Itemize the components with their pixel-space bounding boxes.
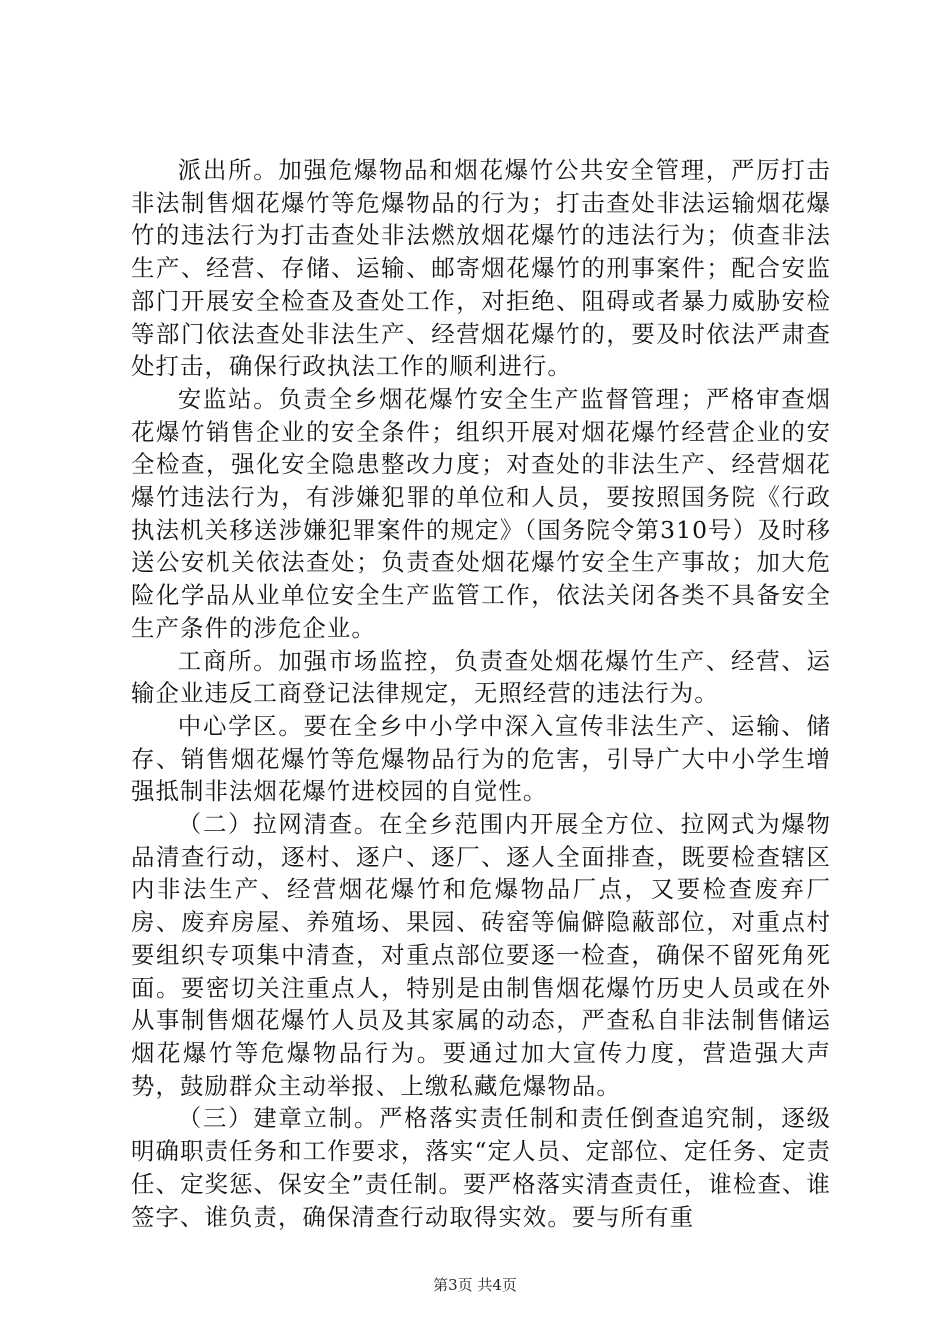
document-body (131, 154, 831, 1233)
paragraph-central-school-district: 中心学区。要在全乡中小学中深入宣传非法生产、运输、储存、销售烟花爆竹等危爆物品行为的危害，引导广大中小学生增强抵制非法烟花爆竹进校园的自觉性。 (131, 711, 831, 806)
paragraph-safety-supervision-station: 安监站。负责全乡烟花爆竹安全生产监督管理；严格审查烟花爆竹销售企业的安全条件；组织开展对烟花爆竹经营企业的安全检查，强化安全隐患整改力度；对查处的非法生产、经营烟花爆竹违法行为，有涉嫌犯罪的单位和人员，要按照国务院《行政执法机关移送涉嫌犯罪案件的规定》（国务院令第310号）及时移送公安机关依法查处；负责查处烟花爆竹安全生产事故；加大危险化学品从业单位安全生产监管工作，依法关闭各类不具备安全生产条件的涉危企业。 (131, 384, 831, 642)
paragraph-industry-commerce-office: 工商所。加强市场监控，负责查处烟花爆竹生产、经营、运输企业违反工商登记法律规定，无照经营的违法行为。 (131, 646, 831, 708)
paragraph-establish-rules: （三）建章立制。严格落实责任制和责任倒查追究制，逐级明确职责任务和工作要求，落实“定人员、定部位、定任务、定责任、定奖惩、保安全”责任制。要严格落实清查责任，谁检查、谁签字、谁负责，确保清查行动取得实效。要与所有重 (131, 1104, 831, 1231)
paragraph-police-station: 派出所。加强危爆物品和烟花爆竹公共安全管理，严厉打击非法制售烟花爆竹等危爆物品的行为；打击查处非法运输烟花爆竹的违法行为打击查处非法燃放烟花爆竹的违法行为；侦查非法生产、经营、存储、运输、邮寄烟花爆竹的刑事案件；配合安监部门开展安全检查及查处工作，对拒绝、阻碍或者暴力威胁安检等部门依法查处非法生产、经营烟花爆竹的，要及时依法严肃查处打击，确保行政执法工作的顺利进行。 (131, 156, 831, 381)
page-number-footer: 第3页 共4页 (433, 1276, 517, 1294)
paragraph-dragnet-inspection: （二）拉网清查。在全乡范围内开展全方位、拉网式为爆物品清查行动，逐村、逐户、逐厂、逐人全面排查，既要检查辖区内非法生产、经营烟花爆竹和危爆物品厂点，又要检查废弃厂房、废弃房屋、养殖场、果园、砖窑等偏僻隐蔽部位，对重点村要组织专项集中清查，对重点部位要逐一检查，确保不留死角死面。要密切关注重点人，特别是由制售烟花爆竹历史人员或在外从事制售烟花爆竹人员及其家属的动态，严查私自非法制售储运烟花爆竹等危爆物品行为。要通过加大宣传力度，营造强大声势，鼓励群众主动举报、上缴私藏危爆物品。 (131, 810, 831, 1100)
